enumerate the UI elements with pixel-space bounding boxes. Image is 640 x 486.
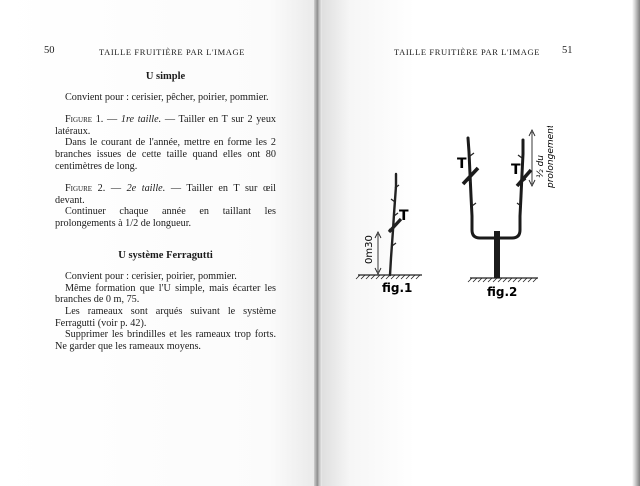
- section-title-u-simple: U simple: [145, 71, 186, 82]
- paragraph-figure1-detail: Dans le courant de l'année, mettre en forme les 2 branches issues de cette taille quand elles ont 80 centimètres de long.: [55, 137, 276, 172]
- fig1-caption: fig.1: [382, 281, 413, 295]
- left-page-body: [55, 71, 276, 352]
- paragraph-figure2-detail: Continuer chaque année en taillant les prolongements à 1/2 de longueur.: [55, 206, 276, 229]
- fig2-caption: fig.2: [487, 285, 518, 299]
- left-running-head: TAILLE FRUITIÈRE PAR L'IMAGE: [99, 47, 246, 57]
- paragraph-ferragutti-2: Même formation que l'U simple, mais écarter les branches de 0 m, 75.: [55, 282, 276, 306]
- figure1-label: Figure 1.: [65, 114, 104, 126]
- fig2-cut-mark-left: T: [457, 156, 467, 172]
- fig1-height-label: 0m30: [364, 235, 375, 264]
- pruning-diagram: [352, 126, 562, 302]
- left-page: [0, 0, 318, 486]
- paragraph-ferragutti-1: Convient pour : cerisier, poirier, pommier.: [65, 271, 237, 283]
- left-page-number: 50: [44, 45, 55, 56]
- prolongement-label-1: ½ du: [536, 154, 546, 178]
- paragraph-ferragutti-4: Supprimer les brindilles et les rameaux trop forts. Ne garder que les rameaux moyens.: [55, 329, 276, 352]
- paragraph-ferragutti-3: Les rameaux sont arqués suivant le système Ferragutti (voir p. 42).: [55, 305, 276, 329]
- book-gutter: [314, 0, 322, 486]
- figure2-title: 2e taille.: [126, 183, 166, 195]
- prolongement-label-2: prolongement: [546, 126, 556, 188]
- pruning-illustration: [352, 126, 562, 302]
- right-page-number: 51: [562, 45, 573, 56]
- fig2-cut-mark-right: T: [511, 162, 521, 178]
- figure1-title: 1re taille.: [120, 114, 162, 126]
- fig1-tree-drawing: [356, 174, 422, 295]
- section-title-ferragutti: U système Ferragutti: [118, 249, 213, 261]
- fig2-tree-drawing: [457, 126, 556, 299]
- page-edge-shadow: [632, 0, 640, 486]
- paragraph-figure1: Figure 1. — 1re taille. — Tailler en T sur 2 yeux latéraux.: [55, 114, 277, 137]
- figure2-text: — Tailler en T sur œil devant.: [55, 183, 276, 206]
- figure2-label: Figure 2.: [65, 183, 106, 195]
- figure1-text: — Tailler en T sur 2 yeux latéraux.: [55, 114, 277, 137]
- paragraph-figure2: Figure 2. — 2e taille. — Tailler en T sur œil devant.: [55, 183, 276, 206]
- paragraph-intro: Convient pour : cerisier, pêcher, poirier, pommier.: [65, 91, 269, 103]
- fig1-cut-mark: T: [399, 208, 409, 224]
- right-running-head: TAILLE FRUITIÈRE PAR L'IMAGE: [394, 47, 541, 57]
